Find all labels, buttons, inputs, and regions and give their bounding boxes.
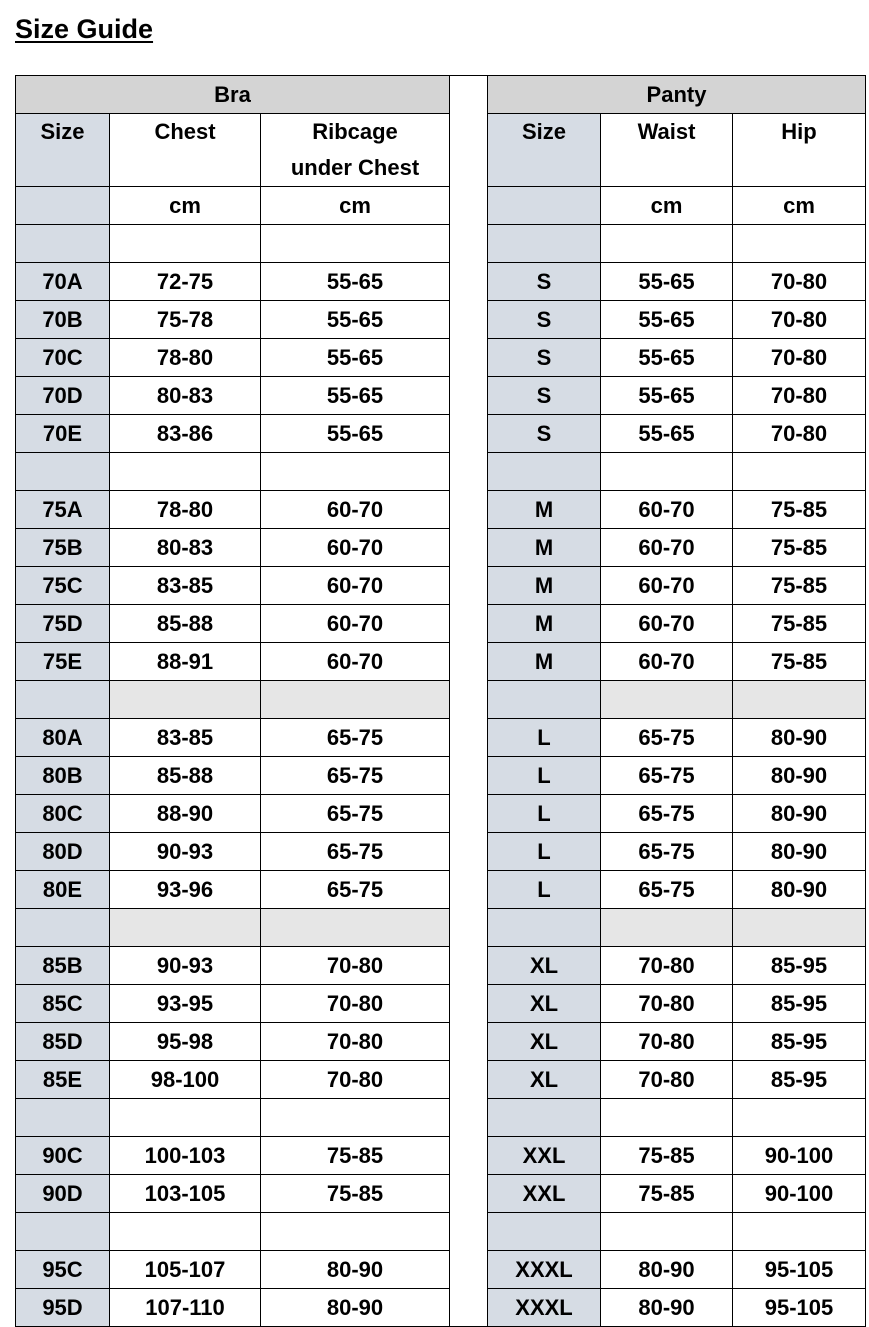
spacer-cell (261, 225, 450, 263)
waist-cell: 70-80 (601, 947, 733, 985)
column-gap (450, 529, 488, 567)
spacer-cell (488, 1099, 601, 1137)
spacer-cell (110, 909, 261, 947)
page-title: Size Guide (15, 14, 154, 44)
ribcage-header: Ribcage under Chest (261, 114, 450, 187)
hip-cell: 85-95 (733, 1061, 866, 1099)
spacer-cell (601, 909, 733, 947)
column-gap (450, 871, 488, 909)
waist-cell: 55-65 (601, 301, 733, 339)
column-header-row (16, 114, 866, 187)
spacer-cell (601, 453, 733, 491)
column-gap (450, 795, 488, 833)
panty-size-cell: M (488, 605, 601, 643)
spacer-cell (488, 1213, 601, 1251)
panty-group-header: Panty (488, 76, 866, 114)
bra-size-cell: 75C (16, 567, 110, 605)
column-gap (450, 415, 488, 453)
panty-size-cell: XL (488, 1023, 601, 1061)
ribcage-cell: 55-65 (261, 415, 450, 453)
panty-size-cell: S (488, 415, 601, 453)
bra-size-cell: 75E (16, 643, 110, 681)
column-gap (450, 605, 488, 643)
hip-cell: 70-80 (733, 415, 866, 453)
chest-cell: 80-83 (110, 377, 261, 415)
waist-cell: 65-75 (601, 757, 733, 795)
waist-header: Waist (601, 114, 733, 187)
bra-size-cell: 85D (16, 1023, 110, 1061)
ribcage-cell: 55-65 (261, 377, 450, 415)
hip-cell: 70-80 (733, 301, 866, 339)
unit-cell-empty (488, 187, 601, 225)
spacer-cell (16, 1099, 110, 1137)
spacer-cell (261, 1099, 450, 1137)
panty-size-cell: M (488, 529, 601, 567)
bra-size-cell: 90D (16, 1175, 110, 1213)
panty-size-cell: XXL (488, 1175, 601, 1213)
column-gap (450, 301, 488, 339)
ribcage-cell: 65-75 (261, 757, 450, 795)
spacer-cell (110, 1213, 261, 1251)
ribcage-cell: 70-80 (261, 985, 450, 1023)
column-gap (450, 681, 488, 719)
spacer-cell (110, 1099, 261, 1137)
bra-size-cell: 95C (16, 1251, 110, 1289)
size-guide-table (15, 75, 866, 1327)
table-row (16, 719, 866, 757)
bra-size-cell: 90C (16, 1137, 110, 1175)
table-row (16, 833, 866, 871)
spacer-cell (733, 909, 866, 947)
chest-cell: 93-96 (110, 871, 261, 909)
spacer-cell (16, 909, 110, 947)
table-row (16, 757, 866, 795)
column-gap (450, 757, 488, 795)
column-gap (450, 1061, 488, 1099)
spacer-row (16, 681, 866, 719)
spacer-cell (488, 453, 601, 491)
panty-size-cell: M (488, 643, 601, 681)
ribcage-cell: 60-70 (261, 605, 450, 643)
table-row (16, 339, 866, 377)
panty-size-cell: XL (488, 985, 601, 1023)
bra-group-header: Bra (16, 76, 450, 114)
column-gap (450, 1213, 488, 1251)
waist-cell: 65-75 (601, 795, 733, 833)
spacer-cell (261, 681, 450, 719)
column-gap (450, 833, 488, 871)
column-gap (450, 719, 488, 757)
table-row (16, 947, 866, 985)
hip-cell: 80-90 (733, 719, 866, 757)
ribcage-unit: cm (261, 187, 450, 225)
spacer-cell (733, 1099, 866, 1137)
hip-cell: 85-95 (733, 1023, 866, 1061)
panty-size-cell: XL (488, 947, 601, 985)
ribcage-cell: 60-70 (261, 643, 450, 681)
table-row (16, 1023, 866, 1061)
spacer-row (16, 225, 866, 263)
waist-cell: 70-80 (601, 1023, 733, 1061)
ribcage-cell: 80-90 (261, 1251, 450, 1289)
group-header-row (16, 76, 866, 114)
panty-size-cell: S (488, 339, 601, 377)
spacer-row (16, 453, 866, 491)
panty-size-header: Size (488, 114, 601, 187)
spacer-cell (733, 225, 866, 263)
table-row (16, 605, 866, 643)
column-gap (450, 377, 488, 415)
hip-cell: 90-100 (733, 1137, 866, 1175)
column-gap (450, 909, 488, 947)
panty-size-cell: L (488, 719, 601, 757)
panty-size-cell: S (488, 263, 601, 301)
ribcage-cell: 65-75 (261, 795, 450, 833)
ribcage-cell: 55-65 (261, 263, 450, 301)
waist-cell: 60-70 (601, 605, 733, 643)
bra-size-cell: 80B (16, 757, 110, 795)
table-row (16, 491, 866, 529)
waist-cell: 60-70 (601, 567, 733, 605)
hip-cell: 85-95 (733, 985, 866, 1023)
chest-cell: 72-75 (110, 263, 261, 301)
panty-size-cell: L (488, 833, 601, 871)
hip-cell: 95-105 (733, 1289, 866, 1327)
chest-cell: 78-80 (110, 339, 261, 377)
column-gap (450, 225, 488, 263)
table-row (16, 1251, 866, 1289)
table-row (16, 415, 866, 453)
spacer-cell (261, 453, 450, 491)
spacer-cell (16, 1213, 110, 1251)
bra-size-cell: 75A (16, 491, 110, 529)
chest-cell: 88-91 (110, 643, 261, 681)
spacer-cell (733, 681, 866, 719)
column-gap (450, 76, 488, 114)
chest-cell: 90-93 (110, 833, 261, 871)
ribcage-cell: 70-80 (261, 1061, 450, 1099)
bra-size-cell: 85E (16, 1061, 110, 1099)
chest-cell: 83-86 (110, 415, 261, 453)
spacer-row (16, 1213, 866, 1251)
chest-cell: 105-107 (110, 1251, 261, 1289)
panty-size-cell: XXL (488, 1137, 601, 1175)
waist-cell: 80-90 (601, 1251, 733, 1289)
panty-size-cell: L (488, 795, 601, 833)
spacer-cell (488, 909, 601, 947)
bra-size-cell: 70E (16, 415, 110, 453)
column-gap (450, 263, 488, 301)
chest-header: Chest (110, 114, 261, 187)
spacer-cell (261, 1213, 450, 1251)
waist-cell: 65-75 (601, 871, 733, 909)
spacer-cell (16, 453, 110, 491)
column-gap (450, 339, 488, 377)
waist-cell: 55-65 (601, 339, 733, 377)
table-row (16, 567, 866, 605)
panty-size-cell: M (488, 491, 601, 529)
table-row (16, 795, 866, 833)
column-gap (450, 985, 488, 1023)
panty-size-cell: XXXL (488, 1289, 601, 1327)
hip-cell: 90-100 (733, 1175, 866, 1213)
hip-cell: 70-80 (733, 263, 866, 301)
panty-size-cell: XXXL (488, 1251, 601, 1289)
table-row (16, 1289, 866, 1327)
chest-cell: 95-98 (110, 1023, 261, 1061)
panty-size-cell: S (488, 377, 601, 415)
spacer-row (16, 1099, 866, 1137)
table-row (16, 377, 866, 415)
column-gap (450, 643, 488, 681)
ribcage-cell: 55-65 (261, 301, 450, 339)
spacer-cell (733, 453, 866, 491)
hip-cell: 75-85 (733, 605, 866, 643)
ribcage-cell: 55-65 (261, 339, 450, 377)
table-row (16, 871, 866, 909)
bra-size-cell: 80D (16, 833, 110, 871)
column-gap (450, 114, 488, 187)
spacer-cell (261, 909, 450, 947)
bra-size-cell: 75D (16, 605, 110, 643)
bra-size-cell: 95D (16, 1289, 110, 1327)
bra-size-cell: 70A (16, 263, 110, 301)
bra-size-header: Size (16, 114, 110, 187)
waist-cell: 55-65 (601, 415, 733, 453)
chest-cell: 83-85 (110, 567, 261, 605)
waist-cell: 60-70 (601, 529, 733, 567)
ribcage-cell: 65-75 (261, 833, 450, 871)
bra-size-cell: 85C (16, 985, 110, 1023)
chest-cell: 98-100 (110, 1061, 261, 1099)
chest-cell: 85-88 (110, 605, 261, 643)
hip-cell: 70-80 (733, 377, 866, 415)
column-gap (450, 453, 488, 491)
hip-cell: 85-95 (733, 947, 866, 985)
spacer-cell (110, 453, 261, 491)
spacer-cell (733, 1213, 866, 1251)
hip-cell: 80-90 (733, 871, 866, 909)
column-gap (450, 1099, 488, 1137)
ribcage-cell: 75-85 (261, 1137, 450, 1175)
bra-size-cell: 80C (16, 795, 110, 833)
hip-cell: 80-90 (733, 795, 866, 833)
spacer-cell (601, 1213, 733, 1251)
column-gap (450, 1289, 488, 1327)
chest-cell: 75-78 (110, 301, 261, 339)
hip-cell: 75-85 (733, 643, 866, 681)
unit-row (16, 187, 866, 225)
waist-cell: 70-80 (601, 985, 733, 1023)
ribcage-cell: 70-80 (261, 947, 450, 985)
waist-cell: 80-90 (601, 1289, 733, 1327)
bra-size-cell: 70D (16, 377, 110, 415)
table-row (16, 301, 866, 339)
waist-cell: 65-75 (601, 719, 733, 757)
waist-cell: 60-70 (601, 491, 733, 529)
table-row (16, 1175, 866, 1213)
ribcage-cell: 65-75 (261, 719, 450, 757)
column-gap (450, 491, 488, 529)
ribcage-cell: 70-80 (261, 1023, 450, 1061)
spacer-cell (601, 1099, 733, 1137)
column-gap (450, 1023, 488, 1061)
hip-cell: 95-105 (733, 1251, 866, 1289)
chest-cell: 93-95 (110, 985, 261, 1023)
hip-cell: 75-85 (733, 529, 866, 567)
panty-size-cell: M (488, 567, 601, 605)
waist-cell: 55-65 (601, 377, 733, 415)
column-gap (450, 947, 488, 985)
chest-cell: 100-103 (110, 1137, 261, 1175)
hip-cell: 70-80 (733, 339, 866, 377)
bra-size-cell: 70C (16, 339, 110, 377)
panty-size-cell: L (488, 757, 601, 795)
table-row (16, 985, 866, 1023)
ribcage-cell: 60-70 (261, 567, 450, 605)
hip-unit: cm (733, 187, 866, 225)
column-gap (450, 1251, 488, 1289)
table-row (16, 529, 866, 567)
column-gap (450, 187, 488, 225)
waist-cell: 55-65 (601, 263, 733, 301)
ribcage-cell: 60-70 (261, 491, 450, 529)
table-row (16, 263, 866, 301)
chest-cell: 107-110 (110, 1289, 261, 1327)
bra-size-cell: 80E (16, 871, 110, 909)
chest-cell: 103-105 (110, 1175, 261, 1213)
waist-cell: 75-85 (601, 1137, 733, 1175)
spacer-cell (488, 225, 601, 263)
chest-cell: 78-80 (110, 491, 261, 529)
bra-size-cell: 85B (16, 947, 110, 985)
spacer-row (16, 909, 866, 947)
chest-unit: cm (110, 187, 261, 225)
hip-header: Hip (733, 114, 866, 187)
bra-size-cell: 70B (16, 301, 110, 339)
chest-cell: 85-88 (110, 757, 261, 795)
hip-cell: 80-90 (733, 833, 866, 871)
spacer-cell (110, 681, 261, 719)
hip-cell: 75-85 (733, 491, 866, 529)
table-row (16, 1137, 866, 1175)
column-gap (450, 1175, 488, 1213)
waist-cell: 70-80 (601, 1061, 733, 1099)
bra-size-cell: 80A (16, 719, 110, 757)
spacer-cell (16, 225, 110, 263)
table-row (16, 1061, 866, 1099)
column-gap (450, 567, 488, 605)
spacer-cell (488, 681, 601, 719)
spacer-cell (16, 681, 110, 719)
waist-cell: 60-70 (601, 643, 733, 681)
hip-cell: 80-90 (733, 757, 866, 795)
ribcage-cell: 65-75 (261, 871, 450, 909)
spacer-cell (110, 225, 261, 263)
panty-size-cell: L (488, 871, 601, 909)
table-row (16, 643, 866, 681)
waist-cell: 65-75 (601, 833, 733, 871)
waist-cell: 75-85 (601, 1175, 733, 1213)
ribcage-cell: 80-90 (261, 1289, 450, 1327)
panty-size-cell: S (488, 301, 601, 339)
chest-cell: 88-90 (110, 795, 261, 833)
spacer-cell (601, 681, 733, 719)
chest-cell: 83-85 (110, 719, 261, 757)
waist-unit: cm (601, 187, 733, 225)
panty-size-cell: XL (488, 1061, 601, 1099)
unit-cell-empty (16, 187, 110, 225)
column-gap (450, 1137, 488, 1175)
hip-cell: 75-85 (733, 567, 866, 605)
chest-cell: 90-93 (110, 947, 261, 985)
ribcage-cell: 60-70 (261, 529, 450, 567)
chest-cell: 80-83 (110, 529, 261, 567)
bra-size-cell: 75B (16, 529, 110, 567)
ribcage-cell: 75-85 (261, 1175, 450, 1213)
spacer-cell (601, 225, 733, 263)
